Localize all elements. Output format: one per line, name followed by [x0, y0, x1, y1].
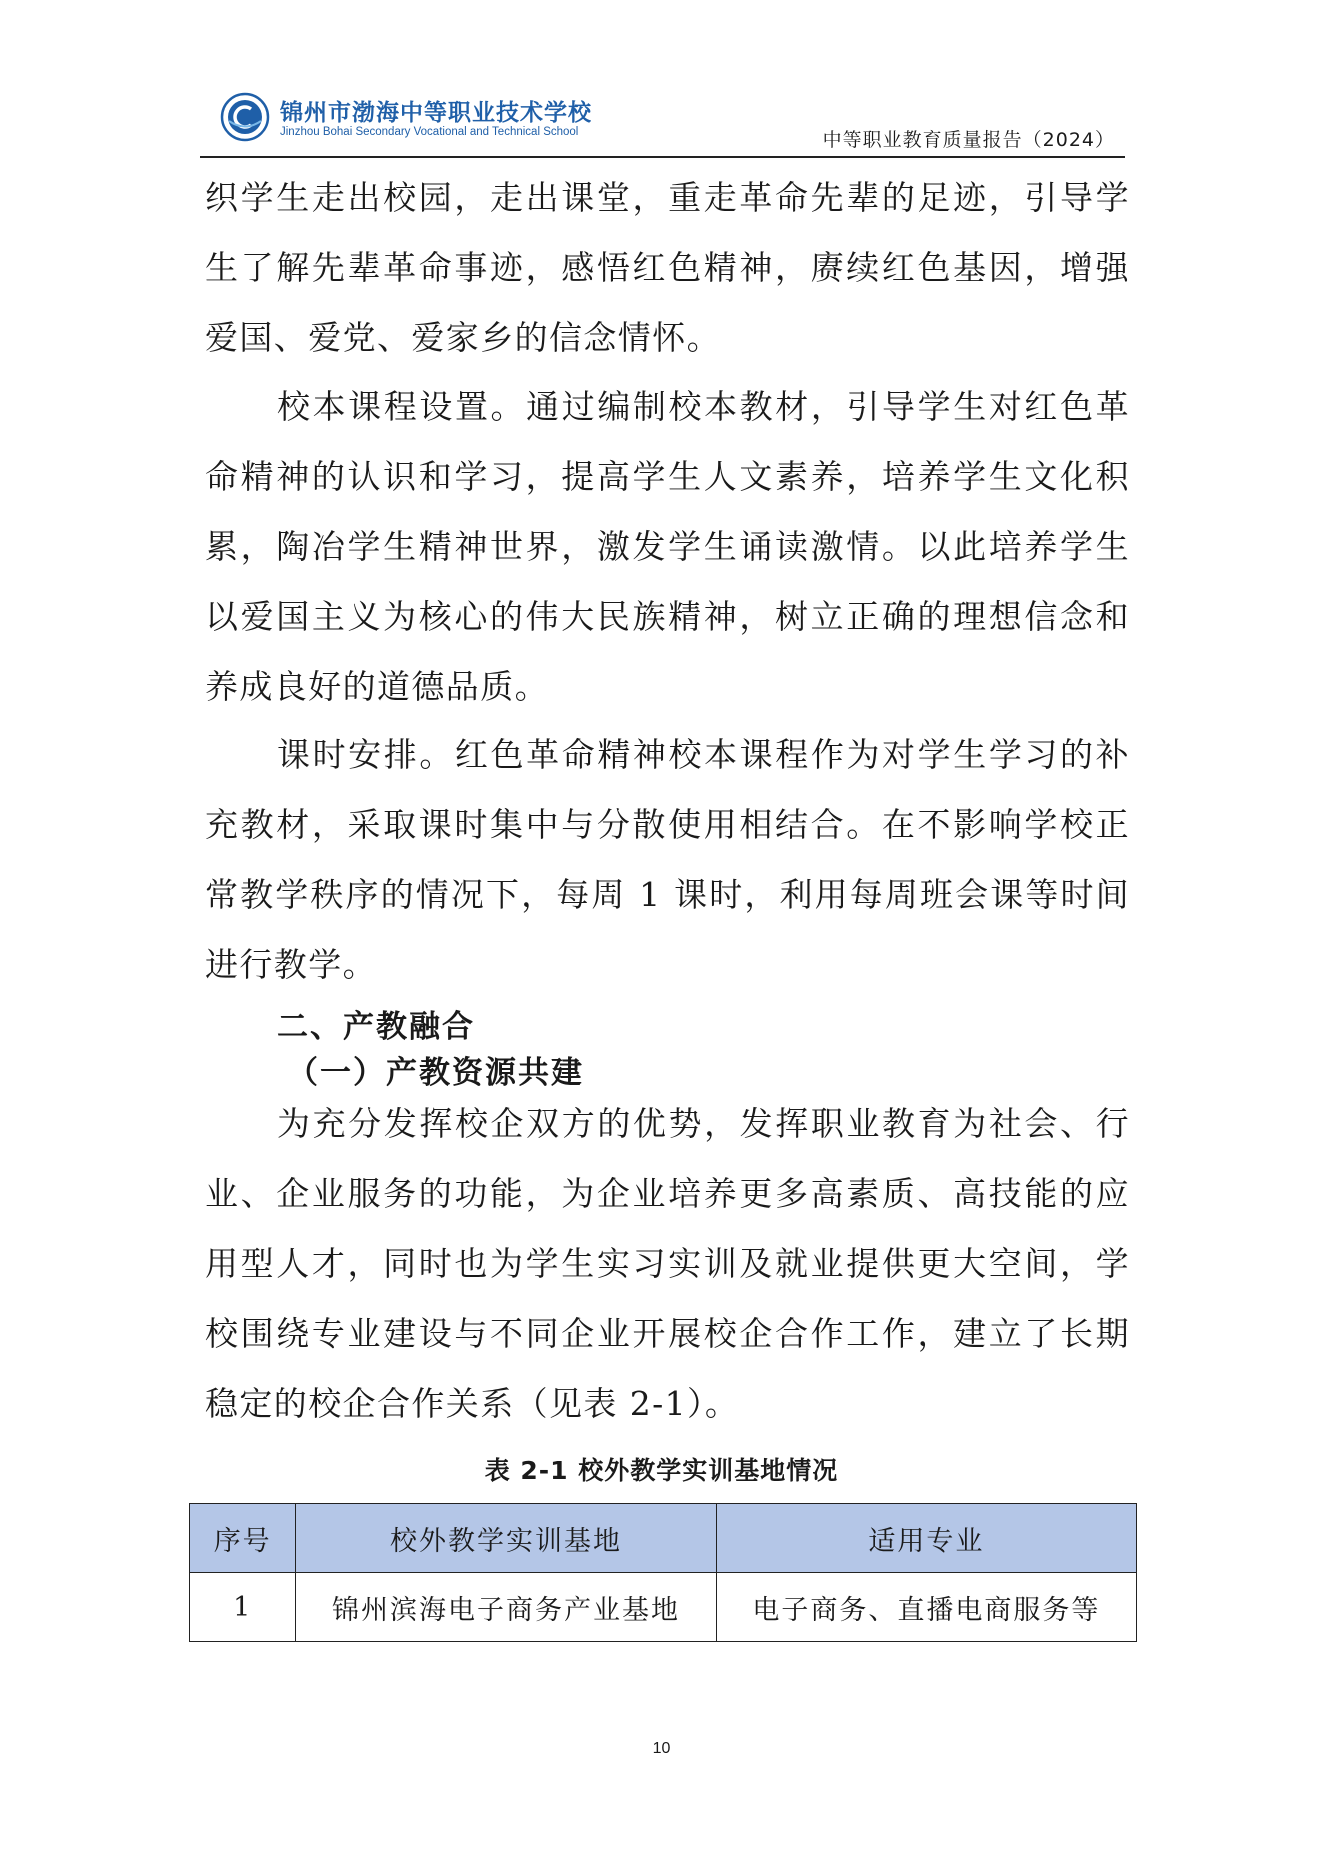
school-name-en: Jinzhou Bohai Secondary Vocational and Technical School [280, 126, 579, 138]
section-heading: 二、产教融合 [277, 1009, 475, 1045]
column-header: 适用专业 [716, 1504, 1136, 1573]
text-line: 充教材，采取课时集中与分散使用相结合。在不影响学校正 [205, 805, 1130, 844]
text-line: 命精神的认识和学习，提高学生人文素养，培养学生文化积 [205, 457, 1130, 496]
column-header: 序号 [190, 1504, 296, 1573]
text-line: 进行教学。 [205, 945, 377, 984]
text-line: 课时安排。红色革命精神校本课程作为对学生学习的补 [277, 735, 1130, 774]
school-logo-icon [220, 92, 270, 142]
text-line: 以爱国主义为核心的伟大民族精神，树立正确的理想信念和 [205, 597, 1130, 636]
page-header [200, 90, 1125, 160]
text-line: 常教学秩序的情况下，每周 1 课时，利用每周班会课等时间 [205, 875, 1130, 914]
column-header: 校外教学实训基地 [296, 1504, 716, 1573]
paragraph-1 [205, 163, 1130, 373]
text-line: 爱国、爱党、爱家乡的信念情怀。 [205, 318, 721, 357]
paragraph-4 [205, 1089, 1130, 1439]
header-divider [200, 156, 1125, 158]
table-cell: 1 [190, 1573, 296, 1642]
text-line: 养成良好的道德品质。 [205, 667, 549, 706]
text-line: 织学生走出校园，走出课堂，重走革命先辈的足迹，引导学 [205, 178, 1130, 217]
table-row [190, 1573, 1137, 1642]
school-name-cn: 锦州市渤海中等职业技术学校 [280, 100, 592, 126]
paragraph-2 [205, 372, 1130, 722]
table-cell: 电子商务、直播电商服务等 [716, 1573, 1136, 1642]
paragraph-3 [205, 720, 1130, 1000]
table-cell: 锦州滨海电子商务产业基地 [296, 1573, 716, 1642]
page-number: 10 [652, 1740, 671, 1757]
text-line: 校本课程设置。通过编制校本教材，引导学生对红色革 [277, 387, 1130, 426]
subsection-heading: （一）产教资源共建 [287, 1055, 584, 1091]
training-base-table [189, 1503, 1137, 1642]
text-line: 业、企业服务的功能，为企业培养更多高素质、高技能的应 [205, 1174, 1130, 1213]
table-caption: 表 2-1 校外教学实训基地情况 [484, 1456, 839, 1485]
text-line: 稳定的校企合作关系（见表 2-1）。 [205, 1384, 740, 1423]
report-title: 中等职业教育质量报告（2024） [822, 129, 1115, 151]
text-line: 累，陶冶学生精神世界，激发学生诵读激情。以此培养学生 [205, 527, 1130, 566]
text-line: 校围绕专业建设与不同企业开展校企合作工作，建立了长期 [205, 1314, 1130, 1353]
text-line: 生了解先辈革命事迹，感悟红色精神，赓续红色基因，增强 [205, 248, 1130, 287]
text-line: 用型人才，同时也为学生实习实训及就业提供更大空间，学 [205, 1244, 1130, 1283]
table-header-row [190, 1504, 1137, 1573]
text-line: 为充分发挥校企双方的优势，发挥职业教育为社会、行 [277, 1104, 1130, 1143]
